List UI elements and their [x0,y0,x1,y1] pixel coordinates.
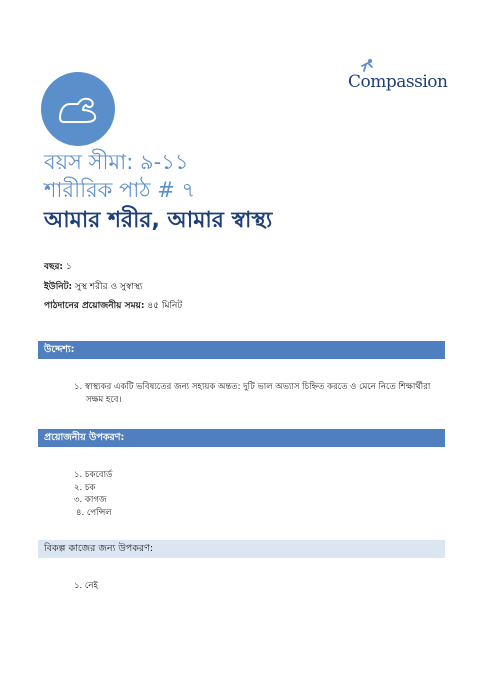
year-value: ১ [63,262,72,272]
year-row [44,259,72,274]
logo-figure-icon [360,58,374,72]
materials-heading: প্রয়োজনীয় উপকরণ: [38,429,445,447]
alt-materials-list [74,580,98,593]
lesson-number: শারীরিক পাঠ # ৭ [44,178,196,202]
objective-heading: উদ্দেশ্য: [38,341,445,359]
unit-label: ইউনিট: [44,282,73,292]
age-range: বয়স সীমা: ৯-১১ [44,150,189,174]
page-title: আমার শরীর, আমার স্বাস্থ্য [44,208,273,233]
list-item [74,381,430,394]
objective-number: ১. [74,382,83,392]
objective-list [74,381,430,406]
time-label: পাঠদানের প্রয়োজনীয় সময়: [44,301,145,311]
list-item: ১. চকবোর্ড [74,470,113,480]
list-item: ১. নেই [74,581,98,591]
unit-value: সুস্থ শরীর ও সুস্বাস্থ্য [72,282,143,292]
objective-text: স্বাস্থ্যকর একটি ভবিষ্যতের জন্য সহায়ক অন্তত: দুটি ভাল অভ্যাস চিহ্নিত করতে ও মেনে নিতে শিক্ষার্থীরা [84,382,431,392]
year-label: বছর: [44,262,64,272]
compassion-logo [348,58,448,98]
logo-text: Compassion [348,72,448,92]
materials-list [74,469,112,519]
alt-materials-heading: বিকল্প কাজের জন্য উপকরণ: [38,540,445,558]
time-row [44,298,182,313]
list-item-continued: সক্ষম হবে। [86,394,122,405]
flexed-arm-icon [41,72,115,146]
list-item: ৪. পেন্সিল [76,507,112,518]
list-item: ৩. কাগজ [74,495,107,505]
unit-row [44,279,143,294]
time-value: ৪৫ মিনিট [144,301,183,311]
list-item: ২. চক [74,482,96,493]
